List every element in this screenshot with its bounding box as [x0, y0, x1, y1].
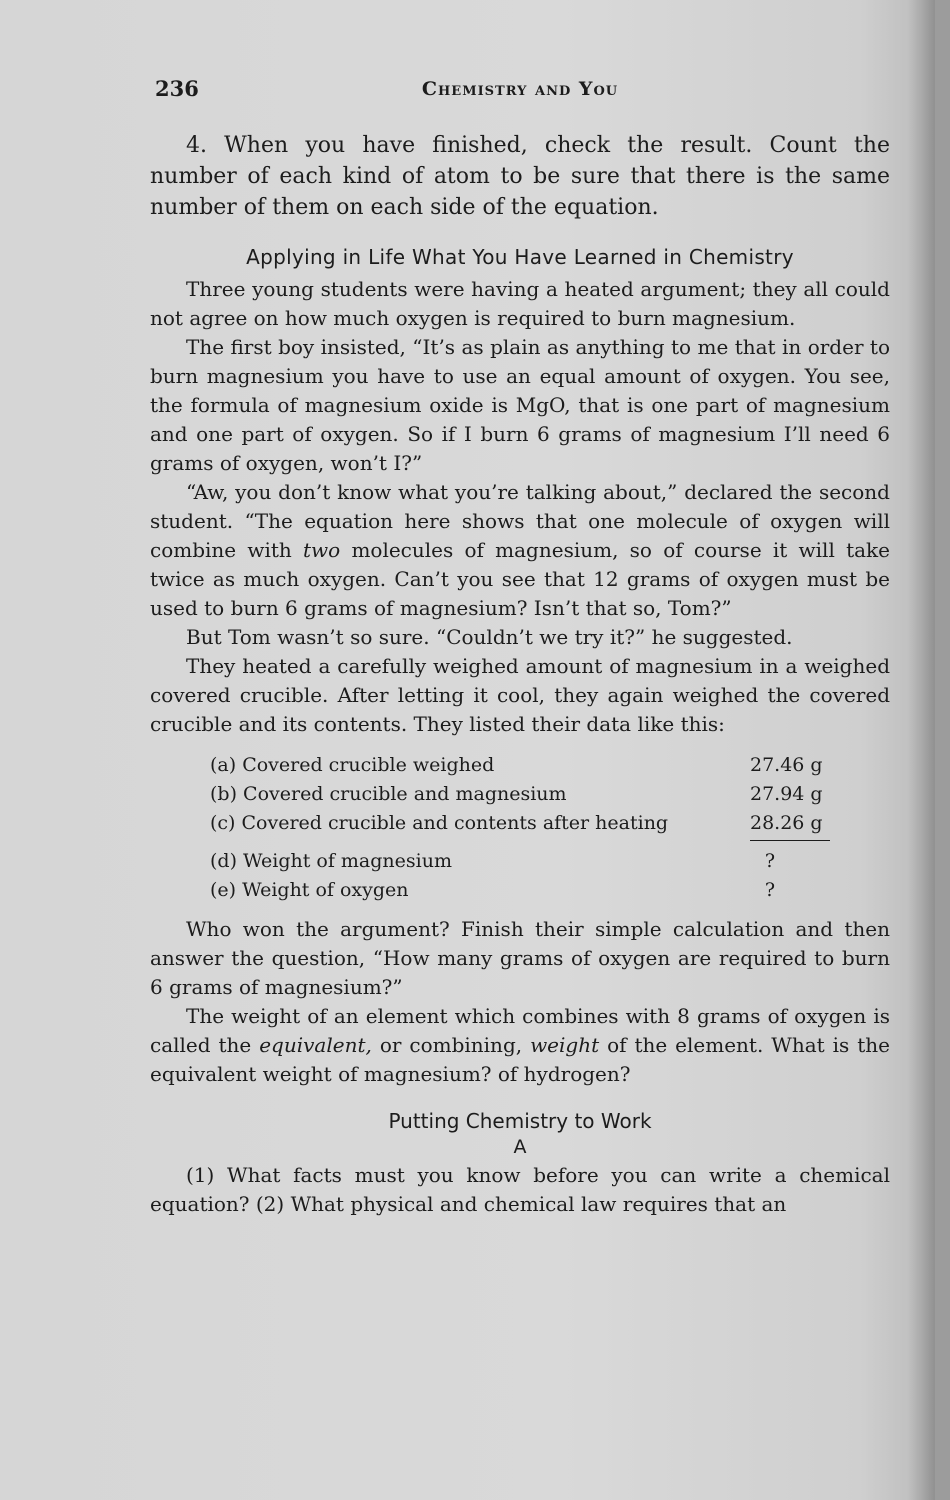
equivalent-text-mid: or combining, [371, 1033, 531, 1057]
paragraph-argument-intro: Three young students were having a heated argument; they all could not agree on how much oxygen is required to burn magnesium. [150, 277, 890, 330]
section-heading-applying: Applying in Life What You Have Learned in Chemistry [246, 245, 794, 269]
emphasis-two: two [303, 538, 341, 562]
data-value: ? [764, 850, 776, 872]
data-row-e [210, 876, 830, 905]
data-value: 28.26 g [750, 812, 823, 834]
data-row-a [210, 751, 830, 780]
paragraph-experiment: They heated a carefully weighed amount of magnesium in a weighed covered crucible. After letting it cool, they again weighed the covered crucible and its contents. They listed their data like this: [150, 654, 890, 736]
emphasis-equivalent: equivalent, [259, 1033, 372, 1057]
second-student-text-end: molecules of magnesium, so of course it will take twice as much oxygen. Can’t you see that 12 grams of oxygen must be used to burn 6 grams of magnesium? Isn’t that so, Tom?” [150, 538, 890, 620]
running-head [150, 70, 890, 110]
data-value: 27.46 g [750, 754, 823, 776]
paragraph-first-boy: The first boy insisted, “It’s as plain as anything to me that in order to burn magnesium you have to use an equal amount of oxygen. You see, the formula of magnesium oxide is MgO, that is one part of magnesium and one part of oxygen. So if I burn 6 grams of magnesium I’ll need 6 grams of oxygen, won’t I?” [150, 335, 890, 475]
data-label: (c) Covered crucible and contents after heating [210, 812, 669, 834]
data-label: (b) Covered crucible and magnesium [210, 783, 567, 805]
emphasis-weight: weight [530, 1033, 600, 1057]
data-label: (a) Covered crucible weighed [210, 754, 495, 776]
data-value: 27.94 g [750, 783, 823, 805]
data-row-d [210, 847, 830, 876]
paragraph-second-student [150, 478, 890, 623]
page-number: 236 [155, 76, 199, 101]
second-student-text-start: “Aw, you don’t know what you’re talking about,” declared the second student. “The equation here shows that one molecule of oxygen will combine with [150, 480, 890, 562]
page-edge-shadow [908, 0, 935, 1500]
data-table [210, 751, 830, 905]
section-heading-putting-to-work: Putting Chemistry to Work [388, 1109, 652, 1133]
paragraph-questions: (1) What facts must you know before you can write a chemical equation? (2) What physical and chemical law requires that an [150, 1163, 890, 1216]
paragraph-equivalent-weight [150, 1002, 890, 1089]
data-label: (e) Weight of oxygen [210, 879, 409, 901]
data-value: ? [764, 879, 776, 901]
book-title: Chemistry and You [421, 78, 619, 100]
data-label: (d) Weight of magnesium [210, 850, 452, 872]
step-4-paragraph: 4. When you have finished, check the result. Count the number of each kind of atom to be sure that there is the same number of them on each side of the equation. [150, 133, 890, 220]
paragraph-who-won: Who won the argument? Finish their simple calculation and then answer the question, “How many grams of oxygen are required to burn 6 grams of magnesium?” [150, 917, 890, 999]
data-row-c [210, 809, 830, 838]
section-subheading-a: A [513, 1136, 527, 1158]
page-content [150, 70, 890, 1219]
data-row-b [210, 780, 830, 809]
paragraph-tom: But Tom wasn’t so sure. “Couldn’t we try it?” he suggested. [186, 625, 793, 649]
equivalent-text-end: of the element. What is the equivalent weight of magnesium? of hydrogen? [150, 1033, 890, 1086]
equivalent-text-start: The weight of an element which combines with 8 grams of oxygen is called the [150, 1004, 890, 1057]
sum-rule [750, 840, 830, 841]
